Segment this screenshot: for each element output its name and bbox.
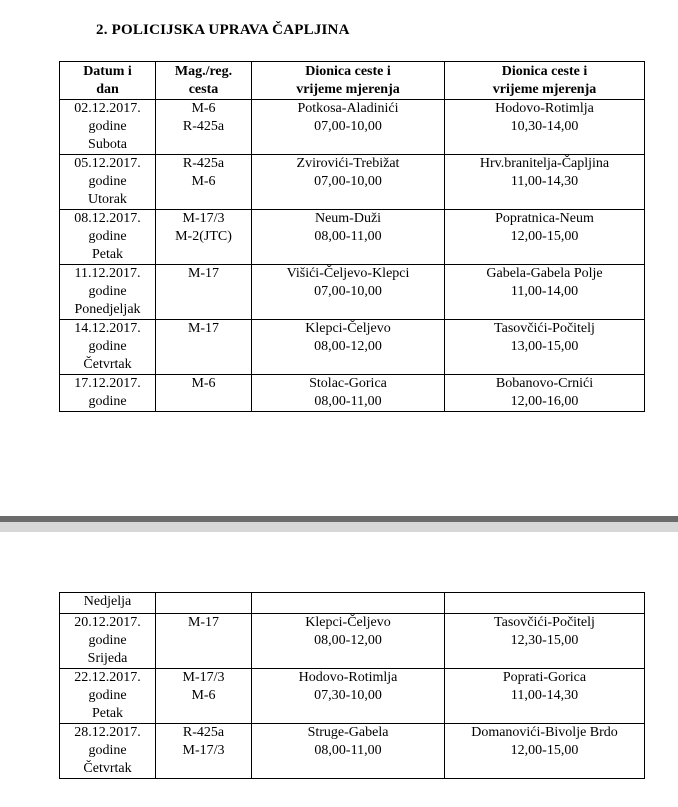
date-cell (60, 100, 156, 155)
cell-line: M-6 (191, 688, 216, 703)
table-row (60, 669, 645, 724)
cell-line: Višići-Čeljevo-Klepci (286, 266, 410, 281)
section-2-cell (445, 320, 645, 375)
cell-line: 02.12.2017. (74, 101, 141, 116)
cell-line: Mag./reg. (174, 64, 233, 79)
section-2-cell (445, 265, 645, 320)
cell-line: 22.12.2017. (74, 670, 141, 685)
cell-line: Domanovići-Bivolje Brdo (471, 725, 618, 740)
header-section-1 (252, 62, 445, 100)
cell-line: godine (88, 119, 127, 134)
table-header-row (60, 62, 645, 100)
table-row (60, 210, 645, 265)
cell-line: 11,00-14,00 (510, 284, 579, 299)
cell-line: 08,00-11,00 (314, 394, 382, 409)
section-heading: 2. POLICIJSKA UPRAVA ČAPLJINA (96, 22, 350, 38)
cell-line: 11,00-14,30 (510, 688, 579, 703)
cell-line: 07,00-10,00 (314, 119, 382, 134)
cell-line: Datum i (83, 64, 132, 79)
section-1-cell (252, 593, 445, 614)
cell-line: 12,00-15,00 (510, 229, 579, 244)
date-cell (60, 210, 156, 265)
cell-line: Četvrtak (83, 357, 132, 372)
date-cell (60, 375, 156, 412)
cell-line: Četvrtak (83, 761, 132, 776)
section-2-cell (445, 100, 645, 155)
cell-line: M-17/3 (182, 670, 225, 685)
cell-line: Struge-Gabela (307, 725, 389, 740)
cell-line: 20.12.2017. (74, 615, 141, 630)
page-break-band (0, 522, 678, 532)
section-2-cell (445, 593, 645, 614)
table-row (60, 375, 645, 412)
cell-line: godine (88, 688, 127, 703)
cell-line: Hodovo-Rotimlja (298, 670, 398, 685)
road-cell (156, 155, 252, 210)
road-cell (156, 614, 252, 669)
date-cell (60, 593, 156, 614)
cell-line: 07,00-10,00 (314, 174, 382, 189)
cell-line: M-17 (187, 321, 220, 336)
cell-line: M-17 (187, 615, 220, 630)
cell-line: Dionica ceste i (501, 64, 588, 79)
cell-line: Stolac-Gorica (309, 376, 387, 391)
date-cell (60, 265, 156, 320)
cell-line: 12,30-15,00 (510, 633, 579, 648)
date-cell (60, 724, 156, 779)
road-cell (156, 265, 252, 320)
section-1-cell (252, 320, 445, 375)
cell-line: 07,00-10,00 (314, 284, 382, 299)
header-date-day (60, 62, 156, 100)
cell-line: 17.12.2017. (74, 376, 141, 391)
table-row (60, 100, 645, 155)
cell-line: Neum-Duži (314, 211, 382, 226)
cell-line: godine (88, 394, 127, 409)
section-2-cell (445, 155, 645, 210)
cell-line: 12,00-15,00 (510, 743, 579, 758)
table-row (60, 155, 645, 210)
road-cell (156, 593, 252, 614)
section-1-cell (252, 669, 445, 724)
section-2-cell (445, 210, 645, 265)
measurement-table-page-1 (59, 61, 645, 412)
cell-line: 08,00-11,00 (314, 229, 382, 244)
section-2-cell (445, 724, 645, 779)
cell-line: Petak (91, 706, 124, 721)
cell-line: Hodovo-Rotimlja (495, 101, 594, 116)
cell-line: 12,00-16,00 (510, 394, 579, 409)
cell-line: 11.12.2017. (74, 266, 141, 281)
cell-line: godine (88, 339, 127, 354)
section-1-cell (252, 375, 445, 412)
cell-line: M-2(JTC) (175, 229, 232, 244)
cell-line: godine (88, 743, 127, 758)
cell-line: vrijeme mjerenja (492, 82, 597, 97)
table-row (60, 614, 645, 669)
section-2-cell (445, 614, 645, 669)
date-cell (60, 320, 156, 375)
cell-line: Klepci-Čeljevo (305, 615, 391, 630)
section-1-cell (252, 614, 445, 669)
date-cell (60, 155, 156, 210)
cell-line: M-6 (191, 174, 216, 189)
table-row (60, 320, 645, 375)
cell-line: R-425a (182, 119, 225, 134)
section-1-cell (252, 724, 445, 779)
road-cell (156, 375, 252, 412)
table-row (60, 593, 645, 614)
cell-line: vrijeme mjerenja (296, 82, 400, 97)
cell-line: Bobanovo-Crnići (495, 376, 594, 391)
cell-line: 08,00-12,00 (314, 633, 382, 648)
cell-line: Subota (88, 137, 127, 152)
cell-line: 07,30-10,00 (314, 688, 382, 703)
cell-line: R-425a (182, 725, 225, 740)
cell-line: M-17 (187, 266, 220, 281)
section-2-cell (445, 669, 645, 724)
cell-line: M-6 (191, 376, 216, 391)
cell-line: cesta (188, 82, 219, 97)
section-1-cell (252, 155, 445, 210)
cell-line: Dionica ceste i (305, 64, 391, 79)
cell-line: 13,00-15,00 (510, 339, 579, 354)
cell-line: Tasovčići-Počitelj (494, 615, 595, 630)
cell-line: Potkosa-Aladinići (297, 101, 399, 116)
road-cell (156, 724, 252, 779)
cell-line: Ponedjeljak (74, 302, 141, 317)
section-1-cell (252, 210, 445, 265)
cell-line: Gabela-Gabela Polje (486, 266, 603, 281)
road-cell (156, 669, 252, 724)
cell-line: godine (88, 174, 127, 189)
date-cell (60, 669, 156, 724)
cell-line: godine (88, 284, 127, 299)
cell-line: Nedjelja (83, 594, 132, 609)
cell-line: 08.12.2017. (74, 211, 141, 226)
cell-line: godine (88, 633, 127, 648)
cell-line: M-17/3 (182, 211, 225, 226)
cell-line: Utorak (88, 192, 127, 207)
table-row (60, 724, 645, 779)
cell-line: Zvirovići-Trebižat (296, 156, 400, 171)
date-cell (60, 614, 156, 669)
cell-line: 28.12.2017. (74, 725, 141, 740)
measurement-table-page-2 (59, 592, 645, 779)
cell-line: Klepci-Čeljevo (305, 321, 391, 336)
road-cell (156, 100, 252, 155)
road-cell (156, 210, 252, 265)
section-1-cell (252, 265, 445, 320)
cell-line: 05.12.2017. (74, 156, 141, 171)
cell-line: Hrv.branitelja-Čapljina (479, 156, 610, 171)
cell-line: 08,00-12,00 (314, 339, 382, 354)
cell-line: 08,00-11,00 (314, 743, 382, 758)
cell-line: Petak (91, 247, 124, 262)
cell-line: Popratnica-Neum (495, 211, 594, 226)
section-1-cell (252, 100, 445, 155)
cell-line: Poprati-Gorica (502, 670, 587, 685)
cell-line: M-6 (191, 101, 216, 116)
road-cell (156, 320, 252, 375)
cell-line: godine (88, 229, 127, 244)
cell-line: R-425a (182, 156, 225, 171)
header-section-2 (445, 62, 645, 100)
cell-line: M-17/3 (182, 743, 225, 758)
header-road (156, 62, 252, 100)
cell-line: 14.12.2017. (74, 321, 141, 336)
cell-line: Tasovčići-Počitelj (494, 321, 595, 336)
section-2-cell (445, 375, 645, 412)
table-row (60, 265, 645, 320)
cell-line: dan (96, 82, 119, 97)
cell-line: 10,30-14,00 (510, 119, 579, 134)
cell-line: 11,00-14,30 (510, 174, 579, 189)
cell-line: Srijeda (87, 651, 128, 666)
